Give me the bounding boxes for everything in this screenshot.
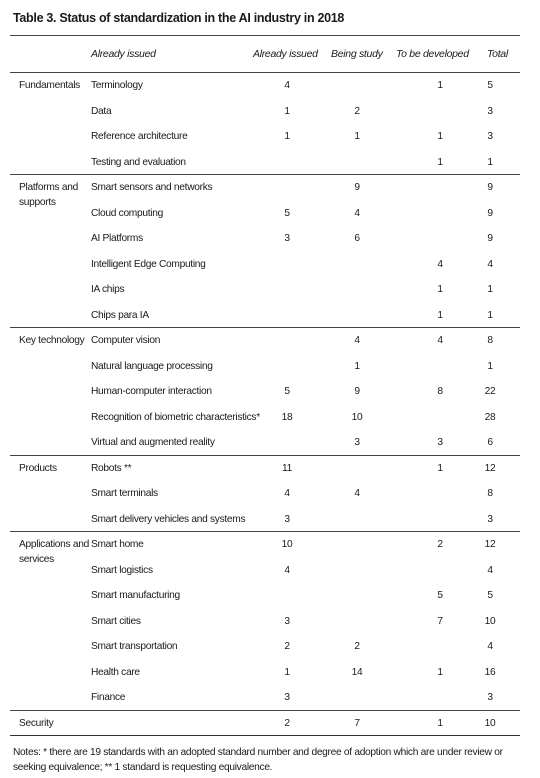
row-name: Smart sensors and networks [91, 182, 213, 193]
row-name: Smart home [91, 539, 144, 550]
row-name: Health care [91, 666, 140, 678]
to-be-developed-value: 2 [437, 539, 443, 550]
already-issued-value: 3 [284, 513, 290, 525]
already-issued-value: 2 [284, 717, 290, 729]
already-issued-value: 1 [284, 105, 290, 117]
table-title: Table 3. Status of standardization in the AI industry in 2018 [13, 11, 345, 25]
already-issued-value: 2 [284, 641, 290, 652]
table-notes: Notes: * there are 19 standards with an adopted standard number and degree of adoption which are under review or seeking equivalence; ** 1 standard is requesting equivalence. [13, 747, 503, 773]
being-study-value [342, 507, 372, 532]
row-name: IA chips [91, 284, 125, 295]
being-study-value: 2 [354, 105, 360, 117]
column-header: Total [487, 48, 508, 60]
to-be-developed-value: 1 [437, 717, 443, 729]
to-be-developed-value [425, 507, 455, 532]
being-study-value: 1 [354, 360, 360, 372]
total-value: 1 [487, 284, 493, 295]
total-value: 16 [484, 666, 496, 678]
being-study-value [342, 685, 372, 710]
already-issued-value: 18 [281, 411, 293, 423]
row-name: Smart manufacturing [91, 590, 180, 601]
to-be-developed-value [425, 685, 455, 710]
row-name: Smart transportation [91, 641, 178, 652]
being-study-value: 4 [354, 335, 360, 346]
to-be-developed-value: 1 [437, 80, 443, 91]
to-be-developed-value: 1 [437, 156, 443, 168]
already-issued-value: 4 [284, 564, 290, 576]
total-value: 5 [487, 80, 493, 91]
being-study-value: 1 [354, 131, 360, 142]
being-study-value [342, 583, 372, 608]
row-name: Intelligent Edge Computing [91, 258, 206, 270]
to-be-developed-value [425, 201, 455, 226]
already-issued-value [272, 328, 302, 353]
row-name: Recognition of biometric characteristics* [91, 411, 260, 423]
already-issued-value: 5 [284, 386, 290, 397]
row-name: Reference architecture [91, 131, 188, 142]
to-be-developed-value: 4 [437, 258, 443, 270]
total-value: 8 [487, 488, 493, 499]
row-name: Chips para IA [91, 309, 149, 321]
to-be-developed-value [425, 226, 455, 251]
already-issued-value: 4 [284, 80, 290, 91]
being-study-value: 4 [354, 207, 360, 219]
already-issued-value: 3 [284, 615, 290, 627]
being-study-value: 14 [351, 666, 363, 678]
already-issued-value: 4 [284, 488, 290, 499]
total-value: 4 [487, 258, 493, 270]
total-value: 12 [484, 462, 496, 474]
being-study-value: 10 [351, 411, 363, 423]
row-name: Finance [91, 692, 126, 703]
to-be-developed-value: 5 [437, 590, 443, 601]
being-study-value [342, 558, 372, 583]
already-issued-value [272, 175, 302, 200]
category-label: Platforms and supports [19, 182, 78, 208]
row-name: Smart delivery vehicles and systems [91, 513, 246, 525]
being-study-value [342, 532, 372, 557]
already-issued-value [272, 277, 302, 302]
row-name: Virtual and augmented reality [91, 437, 215, 448]
column-header: Already issued [91, 48, 156, 60]
already-issued-value [272, 354, 302, 379]
total-value: 6 [487, 437, 493, 448]
to-be-developed-value: 3 [437, 437, 443, 448]
being-study-value: 4 [354, 488, 360, 499]
to-be-developed-value [425, 634, 455, 659]
row-name: Terminology [91, 80, 143, 91]
already-issued-value [272, 303, 302, 328]
row-name: Computer vision [91, 335, 161, 346]
category-label: Security [19, 717, 54, 729]
category-label: Applications and services [19, 539, 89, 565]
to-be-developed-value: 1 [437, 309, 443, 321]
to-be-developed-value [425, 405, 455, 430]
to-be-developed-value: 1 [437, 666, 443, 678]
to-be-developed-value [425, 481, 455, 506]
being-study-value: 7 [354, 717, 360, 729]
being-study-value [342, 73, 372, 98]
row-name: Smart cities [91, 615, 141, 627]
column-header: To be developed [396, 48, 469, 60]
to-be-developed-value: 1 [437, 284, 443, 295]
already-issued-value [272, 583, 302, 608]
to-be-developed-value: 7 [437, 615, 443, 627]
row-name: Natural language processing [91, 360, 213, 372]
being-study-value: 3 [354, 437, 360, 448]
total-value: 3 [487, 692, 493, 703]
total-value: 12 [484, 539, 496, 550]
total-value: 9 [487, 182, 493, 193]
to-be-developed-value [425, 99, 455, 124]
being-study-value [342, 456, 372, 481]
row-name: AI Platforms [91, 233, 143, 244]
category-label: Fundamentals [19, 80, 80, 91]
already-issued-value: 10 [281, 539, 293, 550]
row-name: Testing and evaluation [91, 156, 186, 168]
total-value: 1 [487, 156, 493, 168]
being-study-value [342, 277, 372, 302]
being-study-value: 2 [354, 641, 360, 652]
total-value: 10 [484, 717, 496, 729]
already-issued-value [272, 252, 302, 277]
to-be-developed-value: 4 [437, 335, 443, 346]
category-label: Products [19, 462, 57, 474]
being-study-value: 9 [354, 182, 360, 193]
being-study-value: 9 [354, 386, 360, 397]
column-header: Already issued [253, 48, 318, 60]
to-be-developed-value: 1 [437, 462, 443, 474]
already-issued-value [272, 150, 302, 175]
total-value: 8 [487, 335, 493, 346]
to-be-developed-value: 1 [437, 131, 443, 142]
column-header: Being study [331, 48, 383, 60]
already-issued-value: 3 [284, 692, 290, 703]
total-value: 1 [487, 360, 493, 372]
total-value: 3 [487, 131, 493, 142]
row-name: Human-computer interaction [91, 386, 212, 397]
already-issued-value: 11 [282, 462, 292, 474]
being-study-value [342, 303, 372, 328]
already-issued-value: 1 [284, 131, 290, 142]
total-value: 10 [484, 615, 496, 627]
total-value: 1 [487, 309, 493, 321]
total-value: 3 [487, 513, 493, 525]
row-name: Smart terminals [91, 488, 158, 499]
to-be-developed-value [425, 354, 455, 379]
total-value: 4 [487, 641, 493, 652]
total-value: 9 [487, 207, 493, 219]
row-name: Data [91, 105, 112, 117]
total-value: 9 [487, 233, 493, 244]
being-study-value [342, 150, 372, 175]
to-be-developed-value [425, 558, 455, 583]
being-study-value [342, 252, 372, 277]
total-value: 3 [487, 105, 493, 117]
being-study-value [342, 609, 372, 634]
category-label: Key technology [19, 335, 85, 346]
already-issued-value: 5 [284, 207, 290, 219]
row-name: Smart logistics [91, 564, 153, 576]
already-issued-value: 1 [284, 666, 290, 678]
row-name: Robots ** [91, 462, 132, 474]
total-value: 5 [487, 590, 493, 601]
row-name: Cloud computing [91, 207, 163, 219]
table-bottom-rule [10, 735, 520, 736]
to-be-developed-value [425, 175, 455, 200]
already-issued-value: 3 [284, 233, 290, 244]
total-value: 28 [484, 411, 496, 423]
total-value: 22 [484, 386, 496, 397]
being-study-value: 6 [354, 233, 360, 244]
already-issued-value [272, 430, 302, 455]
to-be-developed-value: 8 [437, 386, 443, 397]
total-value: 4 [487, 564, 493, 576]
